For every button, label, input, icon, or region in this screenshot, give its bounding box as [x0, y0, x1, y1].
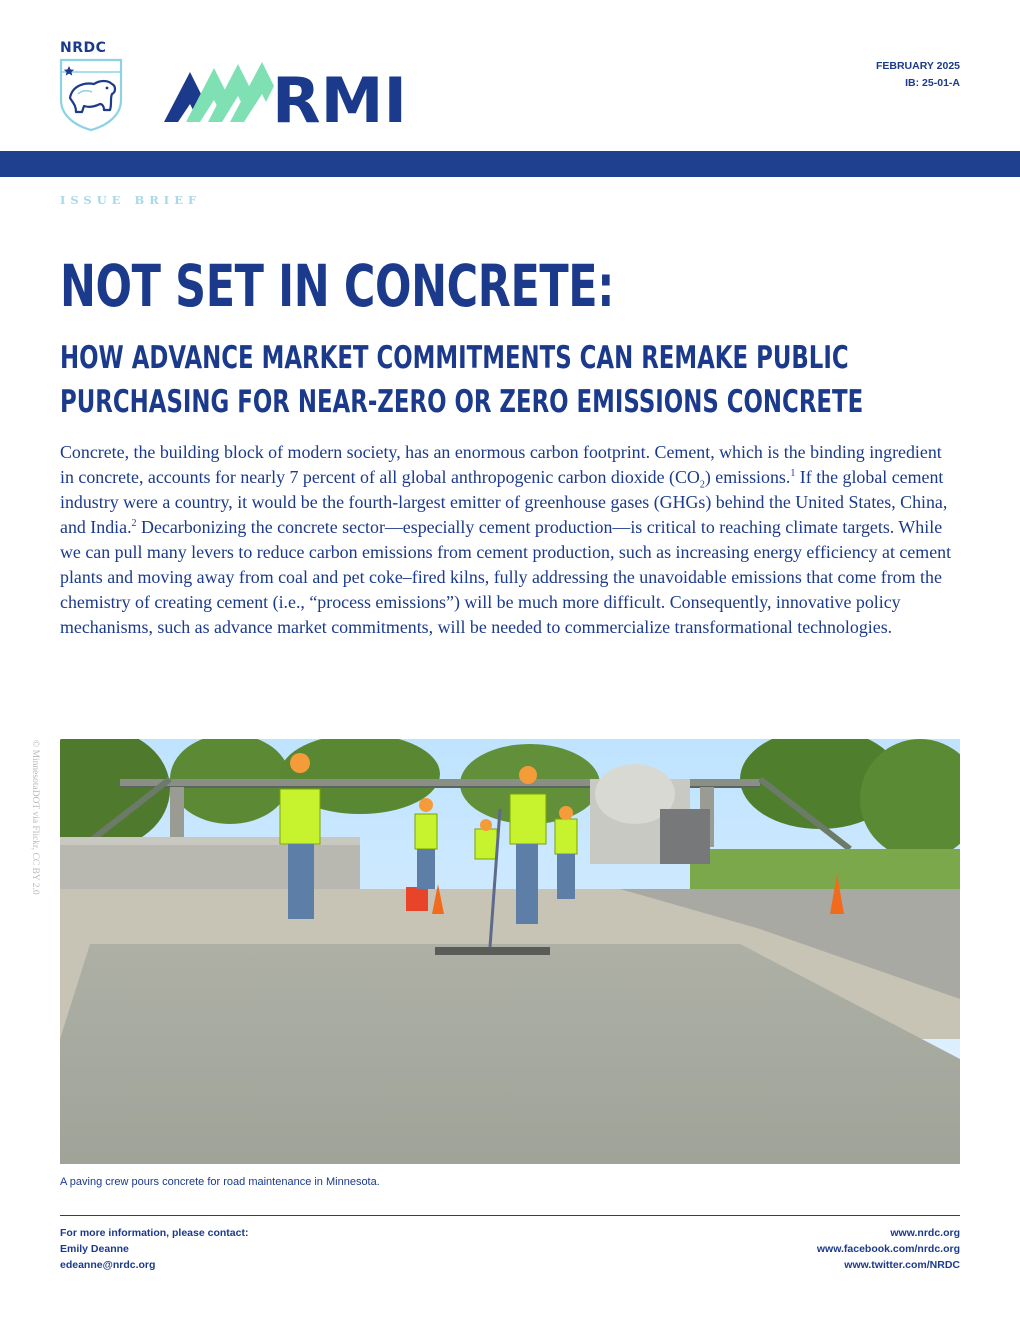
rmi-logo-text: RMI [272, 64, 407, 124]
contact-name: Emily Deanne [60, 1243, 129, 1255]
paving-crew-photo [60, 739, 960, 1164]
rmi-logo [164, 62, 409, 124]
footnote-2[interactable]: 2 [131, 518, 137, 530]
intro-text-2: ) emissions. [704, 467, 791, 487]
nrdc-website-link[interactable]: www.nrdc.org [890, 1227, 960, 1239]
intro-paragraph [60, 440, 960, 640]
publication-date: FEBRUARY 2025 [875, 60, 960, 72]
issue-brief-label: ISSUE BRIEF [60, 193, 202, 207]
facebook-link[interactable]: www.facebook.com/nrdc.org [816, 1243, 960, 1255]
intro-text-3: If the global cement industry were a country, it would be the fourth-largest emitter of greenhouse gases (GHGs) behind the United States, China, and India. [60, 467, 948, 537]
document-meta [876, 58, 960, 92]
nrdc-logo-text: NRDC [60, 40, 107, 56]
footnote-1[interactable]: 1 [790, 468, 796, 480]
intro-text-1: Concrete, the building block of modern society, has an enormous carbon footprint. Cement, which is the binding ingredient in concrete, accounts for nearly 7 percent of all global anthropogenic carbon dioxide (CO [60, 442, 942, 487]
intro-text-4: Decarbonizing the concrete sector—especially cement production—is critical to reaching climate targets. While we can pull many levers to reduce carbon emissions from cement production, such as increasing energy efficiency at cement plants and moving away from coal and pet coke–fired kilns, fully addressing the unavoidable emissions that come from the chemistry of creating cement (i.e., “process emissions”) will be much more difficult. Consequently, innovative policy mechanisms, such as advance market commitments, will be needed to commercialize transformational technologies. [60, 517, 952, 637]
header-band [0, 151, 1020, 177]
photo-caption: A paving crew pours concrete for road maintenance in Minnesota. [60, 1176, 380, 1188]
nrdc-bear-shield-logo [58, 42, 128, 132]
footer-divider [60, 1215, 960, 1216]
photo-credit-text: © MinnesotaDOT via Flickr, CC BY 2.0 [30, 740, 40, 895]
page-subtitle: HOW ADVANCE MARKET COMMITMENTS CAN REMAKE PUBLIC PURCHASING FOR NEAR-ZERO OR ZERO EMISSIONS CONCRETE [60, 340, 864, 420]
photo-credit [30, 740, 46, 950]
contact-block [60, 1225, 248, 1273]
twitter-link[interactable]: www.twitter.com/NRDC [844, 1259, 960, 1271]
contact-email-link[interactable]: edeanne@nrdc.org [60, 1259, 156, 1271]
page-title: NOT SET IN CONCRETE: [60, 252, 615, 320]
co2-subscript: 2 [699, 479, 705, 491]
issue-brief-number: IB: 25-01-A [905, 77, 960, 89]
contact-heading: For more information, please contact: [60, 1227, 249, 1239]
footer-links [817, 1225, 960, 1273]
